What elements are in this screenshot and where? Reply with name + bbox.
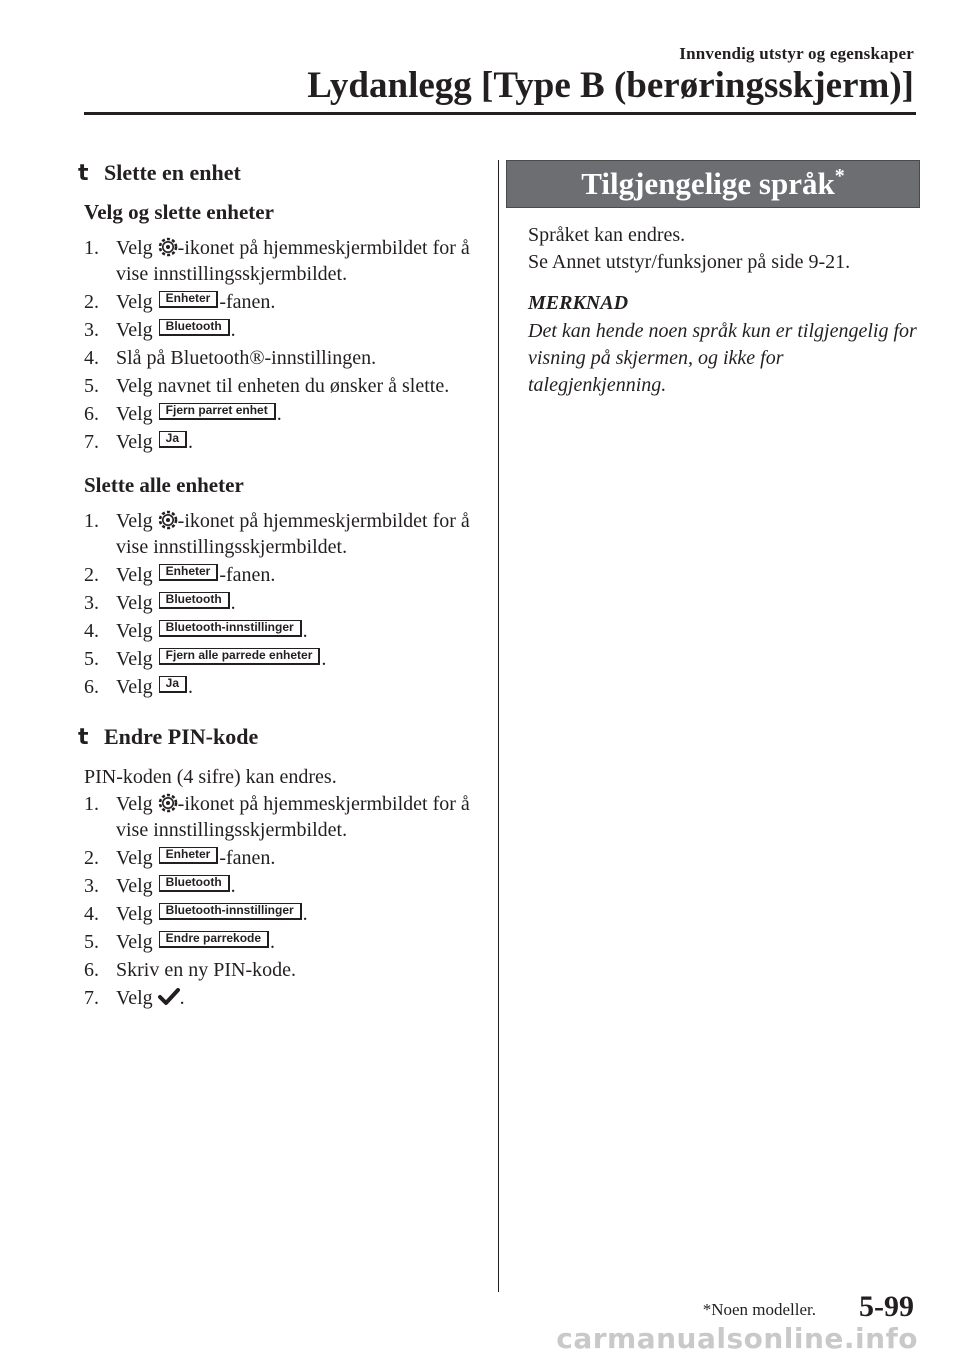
step-number: 6.	[84, 959, 99, 981]
step-number: 6.	[84, 403, 99, 425]
steps-delete-all	[84, 508, 484, 700]
key-label-bluetooth: Bluetooth	[159, 592, 230, 609]
section-heading-delete-device	[78, 160, 484, 186]
list-item	[84, 289, 484, 315]
footnote: *Noen modeller.	[702, 1300, 816, 1319]
list-item	[84, 957, 484, 983]
steps-select-delete	[84, 235, 484, 455]
step-number: 5.	[84, 375, 99, 397]
step-text: .	[321, 648, 327, 670]
step-number: 3.	[84, 319, 99, 341]
step-text: Velg	[116, 903, 158, 925]
key-label-bluetooth: Bluetooth	[159, 319, 230, 336]
pin-intro: PIN-koden (4 sifre) kan endres.	[84, 766, 337, 788]
checkmark-icon	[158, 988, 180, 1006]
gear-icon	[158, 793, 178, 813]
step-number: 4.	[84, 620, 99, 642]
step-text: Velg	[116, 237, 158, 259]
banner-asterisk: *	[834, 165, 845, 187]
list-item	[84, 429, 484, 455]
key-label-bluetooth: Bluetooth	[159, 875, 230, 892]
language-text: Språket kan endres.	[528, 224, 686, 246]
list-item	[84, 873, 484, 899]
step-number: 3.	[84, 592, 99, 614]
step-text: .	[230, 875, 236, 897]
subheading-delete-all: Slette alle enheter	[84, 473, 244, 497]
step-text: .	[302, 903, 308, 925]
note-heading: MERKNAD	[528, 292, 629, 314]
key-label-change-pairing-code: Endre parrekode	[159, 931, 269, 948]
step-text: Slå på Bluetooth®-innstillingen.	[116, 347, 377, 369]
step-text: Velg	[116, 648, 158, 670]
list-item	[84, 373, 484, 399]
step-text: Velg	[116, 847, 158, 869]
step-number: 2.	[84, 564, 99, 586]
right-column	[528, 160, 920, 399]
step-text: .	[230, 319, 236, 341]
step-text: .	[302, 620, 308, 642]
gear-icon	[158, 237, 178, 257]
steps-change-pin	[84, 791, 484, 1011]
subheading-select-delete: Velg og slette enheter	[84, 200, 274, 224]
key-label-remove-all: Fjern alle parrede enheter	[159, 648, 321, 665]
section-title: Slette en enhet	[104, 160, 241, 185]
step-number: 4.	[84, 903, 99, 925]
step-text: .	[276, 403, 282, 425]
banner-title: Tilgjengelige språk	[581, 166, 835, 201]
step-number: 7.	[84, 431, 99, 453]
step-number: 5.	[84, 648, 99, 670]
step-text: -fanen.	[219, 564, 276, 586]
step-number: 4.	[84, 347, 99, 369]
list-item	[84, 985, 484, 1011]
watermark: carmanualsonline.info	[556, 1322, 918, 1355]
header-subtitle: Innvendig utstyr og egenskaper	[679, 44, 914, 63]
key-label-enheter: Enheter	[159, 564, 219, 581]
section-heading-change-pin	[78, 724, 484, 750]
section-marker: t	[78, 725, 89, 750]
step-text: Velg	[116, 510, 158, 532]
step-number: 2.	[84, 847, 99, 869]
language-reference: Se Annet utstyr/funksjoner på side 9-21.	[528, 251, 851, 273]
step-text: Velg	[116, 564, 158, 586]
key-label-bluetooth-settings: Bluetooth-innstillinger	[159, 903, 302, 920]
step-text: -ikonet på hjemmeskjermbildet for å vise innstillingsskjermbildet.	[116, 793, 470, 841]
note-text: Det kan hende noen språk kun er tilgjengelig for visning på skjermen, og ikke for talegjenkjenning.	[528, 320, 917, 396]
step-text: Velg	[116, 291, 158, 313]
step-text: Velg navnet til enheten du ønsker å slette.	[116, 375, 450, 397]
list-item	[84, 590, 484, 616]
list-item	[84, 901, 484, 927]
step-number: 6.	[84, 676, 99, 698]
step-text: .	[270, 931, 276, 953]
list-item	[84, 929, 484, 955]
key-label-ja: Ja	[159, 431, 187, 448]
key-label-ja: Ja	[159, 676, 187, 693]
step-number: 3.	[84, 875, 99, 897]
step-number: 5.	[84, 931, 99, 953]
step-number: 1.	[84, 793, 99, 815]
step-text: .	[188, 431, 194, 453]
step-text: -ikonet på hjemmeskjermbildet for å vise innstillingsskjermbildet.	[116, 237, 470, 285]
step-text: -fanen.	[219, 847, 276, 869]
section-marker: t	[78, 161, 89, 186]
list-item	[84, 235, 484, 287]
step-text: -ikonet på hjemmeskjermbildet for å vise innstillingsskjermbildet.	[116, 510, 470, 558]
gear-icon	[158, 510, 178, 530]
step-text: -fanen.	[219, 291, 276, 313]
step-text: Velg	[116, 875, 158, 897]
step-text: Velg	[116, 431, 158, 453]
step-text: Velg	[116, 319, 158, 341]
left-column	[78, 160, 484, 1013]
key-label-bluetooth-settings: Bluetooth-innstillinger	[159, 620, 302, 637]
step-text: Velg	[116, 592, 158, 614]
step-text: Skriv en ny PIN-kode.	[116, 959, 296, 981]
key-label-enheter: Enheter	[159, 291, 219, 308]
step-text: Velg	[116, 403, 158, 425]
key-label-enheter: Enheter	[159, 847, 219, 864]
step-text: .	[188, 676, 194, 698]
step-text: Velg	[116, 676, 158, 698]
step-text: Velg	[116, 931, 158, 953]
section-title: Endre PIN-kode	[104, 724, 259, 749]
step-number: 2.	[84, 291, 99, 313]
list-item	[84, 791, 484, 843]
list-item	[84, 401, 484, 427]
header-rule	[84, 112, 916, 115]
list-item	[84, 345, 484, 371]
section-banner-languages	[506, 160, 920, 208]
step-text: .	[230, 592, 236, 614]
key-label-remove-paired: Fjern parret enhet	[159, 403, 276, 420]
step-text: Velg	[116, 987, 158, 1009]
column-divider	[498, 160, 499, 1292]
step-text: Velg	[116, 620, 158, 642]
step-text: .	[179, 987, 185, 1009]
step-number: 1.	[84, 510, 99, 532]
list-item	[84, 562, 484, 588]
step-number: 7.	[84, 987, 99, 1009]
page-title: Lydanlegg [Type B (berøringsskjerm)]	[307, 65, 914, 106]
step-number: 1.	[84, 237, 99, 259]
list-item	[84, 618, 484, 644]
step-text: Velg	[116, 793, 158, 815]
list-item	[84, 317, 484, 343]
page-number: 5-99	[859, 1290, 914, 1323]
list-item	[84, 674, 484, 700]
list-item	[84, 845, 484, 871]
list-item	[84, 508, 484, 560]
list-item	[84, 646, 484, 672]
